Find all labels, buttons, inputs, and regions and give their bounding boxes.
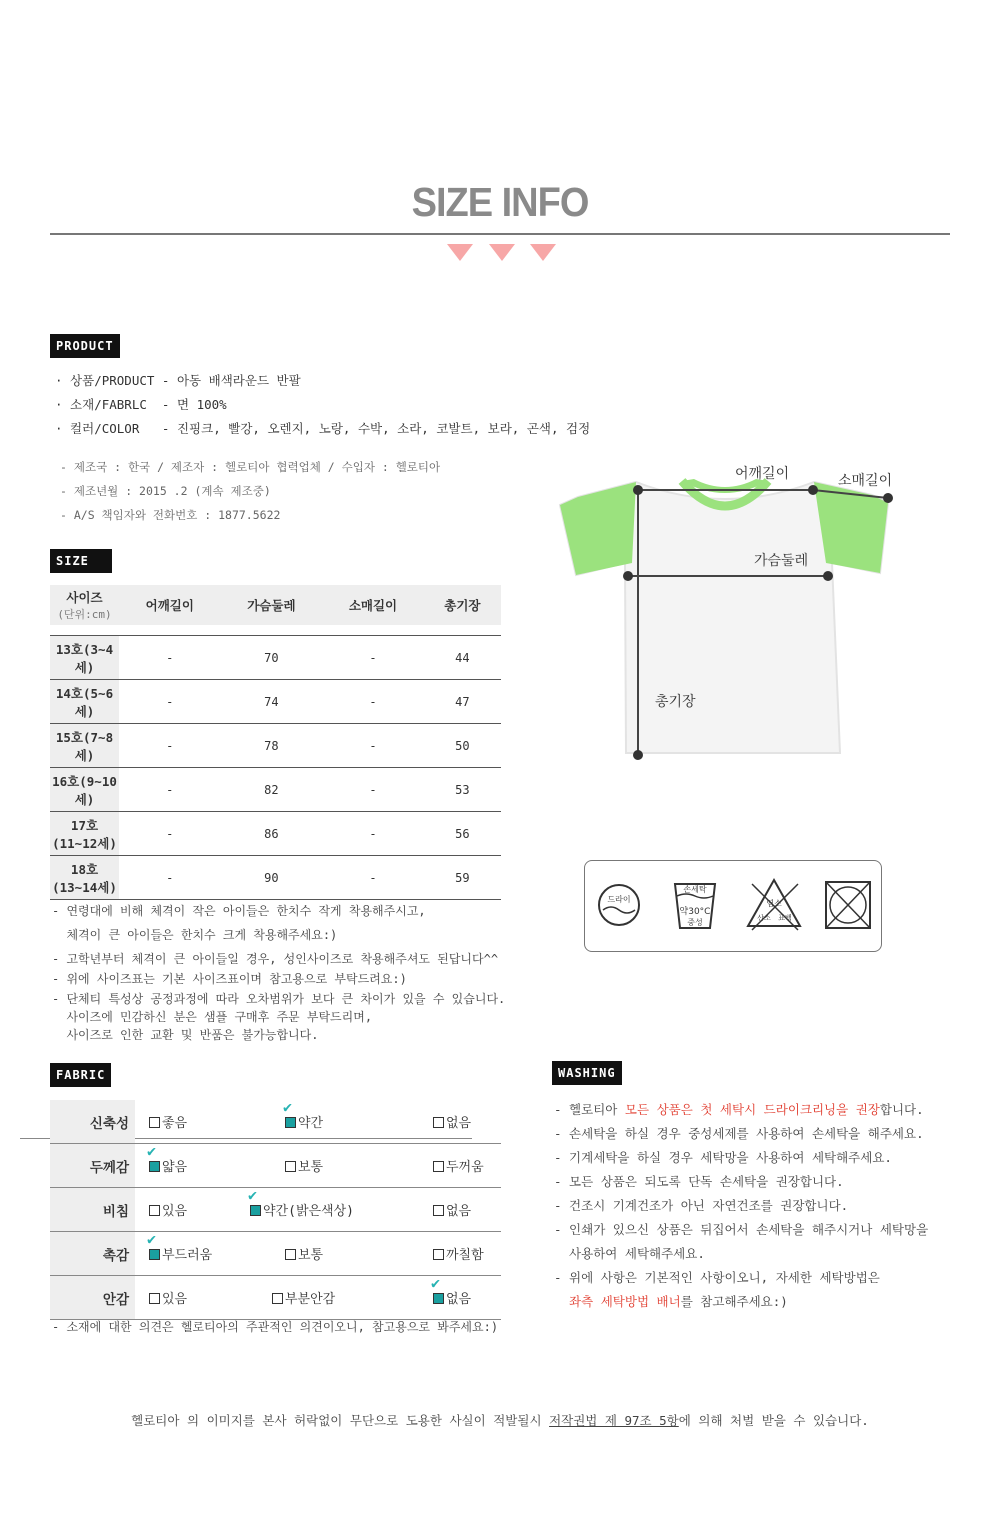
fabric-row: 두께감 ✔ 얇음 보통 두꺼움 [50,1144,501,1188]
washing-line: - 기계세탁을 하실 경우 세탁망을 사용하여 세탁해주세요. [554,1150,892,1165]
fabric-row: 촉감 ✔ 부드러움 보통 까칠함 [50,1232,501,1276]
washing-badge: WASHING [552,1061,622,1085]
checkbox [433,1117,444,1128]
no-bleach-icon [748,880,800,930]
tshirt-diagram [550,455,910,775]
fabric-row: 안감 있음 부분안감 ✔ 없음 [50,1276,501,1320]
fabric-note: - 소재에 대한 의견은 헬로티아의 주관적인 의견이오니, 참고용으로 봐주세요:) [52,1320,499,1334]
fabric-row: 신축성 좋음 ✔ 약간 없음 [50,1100,501,1144]
label-length: 총기장 [655,694,696,710]
sleeve-col-header: 소매길이 [322,585,424,625]
wash-icons [592,872,872,938]
fabric-badge: FABRIC [50,1063,111,1087]
measure-point [883,493,893,503]
size-note: 체격이 큰 아이들은 한치수 크게 착용해주세요:) [52,928,338,942]
size-note: - 고학년부터 체격이 큰 아이들일 경우, 성인사이즈로 착용해주셔도 된답니다^^ [52,952,499,966]
checkbox [149,1117,160,1128]
size-note: - 연령대에 비해 체격이 작은 아이들은 한치수 작게 착용해주시고, [52,904,426,918]
washing-line: - 건조시 기계건조가 아닌 자연건조를 권장합니다. [554,1198,849,1213]
product-info: - 제조국 : 한국 / 제조자 : 헬로티아 협력업체 / 수입자 : 헬로티아 [60,460,441,474]
checkbox [285,1249,296,1260]
fabric-option: 좋음 [149,1112,187,1131]
check-icon: ✔ [248,1186,258,1204]
checkbox [272,1293,283,1304]
fabric-option: ✔ 약간(밝은색상) [248,1186,355,1219]
measure-point [808,485,818,495]
check-icon: ✔ [283,1098,293,1116]
fabric-option: 없음 [433,1200,471,1219]
size-note: - 위에 사이즈표는 기본 사이즈표이며 참고용으로 부탁드려요:) [52,972,407,986]
checkbox [285,1117,296,1128]
washing-line: 사용하여 세탁해주세요. [554,1246,705,1261]
size-badge: SIZE [50,549,112,573]
table-row: 13호(3~4세) - 70 - 44 [50,636,501,680]
washing-line: - 손세탁을 하실 경우 중성세제를 사용하여 손세탁을 해주세요. [554,1126,924,1141]
checkbox [149,1293,160,1304]
triangle-icon [489,244,515,261]
chest-col-header: 가슴둘레 [221,585,323,625]
washing-line: - 모든 상품은 되도록 단독 손세탁을 권장합니다. [554,1174,844,1189]
fabric-option: ✔ 부드러움 [147,1230,213,1263]
table-row: 16호(9~10세) - 82 - 53 [50,768,501,812]
dry-clean-icon [599,885,639,925]
length-col-header: 총기장 [424,585,501,625]
table-row: 14호(5~6세) - 74 - 47 [50,680,501,724]
checkbox [250,1205,261,1216]
checkbox [433,1205,444,1216]
fabric-option: 두꺼움 [433,1156,484,1175]
svg-text:중성: 중성 [687,918,703,927]
checkbox [149,1205,160,1216]
product-info: - 제조년월 : 2015 .2 (계속 제조중) [60,484,271,498]
checkbox [285,1161,296,1172]
product-line: · 소재/FABRLC - 면 100% [55,397,227,412]
svg-text:산소: 산소 [757,914,771,922]
size-table-header [50,585,501,625]
check-icon: ✔ [147,1230,157,1248]
label-sleeve: 소매길이 [838,473,893,489]
page-title: SIZE INFO [411,180,589,226]
fabric-option: ✔ 얇음 [147,1142,188,1175]
washing-line: - 위에 사항은 기본적인 사항이오니, 자세한 세탁방법은 [554,1270,880,1285]
svg-text:염소: 염소 [766,899,782,908]
washing-line: 좌측 세탁방법 배너를 참고해주세요:) [554,1294,788,1309]
measure-point [823,571,833,581]
checkbox [433,1161,444,1172]
measure-point [633,750,643,760]
left-sleeve [560,482,636,575]
product-line: · 컬러/COLOR - 진핑크, 빨강, 오렌지, 노랑, 수박, 소라, 코발트, 보라, 곤색, 검정 [55,421,591,436]
product-line: · 상품/PRODUCT - 아동 배색라운드 반팔 [55,373,301,388]
shoulder-col-header: 어깨길이 [119,585,221,625]
fabric-option: 까칠함 [433,1244,484,1263]
table-row: 15호(7~8세) - 78 - 50 [50,724,501,768]
size-note: 사이즈로 인한 교환 및 반품은 불가능합니다. [52,1028,319,1042]
svg-text:손세탁: 손세탁 [683,885,707,894]
triangle-icon [530,244,556,261]
size-note: - 단체티 특성상 공정과정에 따라 오차범위가 보다 큰 차이가 있을 수 있습니다. [52,992,506,1006]
svg-text:표백: 표백 [778,914,792,922]
fabric-option: ✔ 약간 [283,1098,324,1131]
measure-point [633,485,643,495]
size-note: 사이즈에 민감하신 분은 샘플 구매후 주문 부탁드리며, [52,1010,373,1024]
size-table [50,585,501,900]
label-shoulder: 어깨길이 [735,466,790,482]
fabric-option: 없음 [433,1112,471,1131]
measure-point [623,571,633,581]
size-col-header: 사이즈 [66,590,103,605]
washing-line: - 헬로티아 모든 상품은 첫 세탁시 드라이크리닝을 권장합니다. [554,1102,924,1117]
fabric-option: 있음 [149,1200,187,1219]
table-row: 17호(11~12세) - 86 - 56 [50,812,501,856]
fabric-option: 보통 [285,1156,323,1175]
washing-line: - 인쇄가 있으신 상품은 뒤집어서 손세탁을 해주시거나 세탁망을 [554,1222,929,1237]
title-divider [50,233,950,235]
check-icon: ✔ [147,1142,157,1160]
fabric-option: ✔ 없음 [431,1274,472,1307]
checkbox [433,1249,444,1260]
product-badge: PRODUCT [50,334,120,358]
fabric-row: 비침 있음 ✔ 약간(밝은색상) 없음 [50,1188,501,1232]
hand-wash-icon [675,884,715,928]
check-icon: ✔ [431,1274,441,1292]
svg-text:드라이: 드라이 [607,895,631,904]
table-row: 18호(13~14세) - 90 - 59 [50,856,501,900]
triangle-icon [447,244,473,261]
no-tumble-dry-icon [826,882,870,928]
label-chest: 가슴둘레 [754,553,809,569]
checkbox [149,1249,160,1260]
fabric-table [50,1100,501,1320]
fabric-option: 보통 [285,1244,323,1263]
checkbox [433,1293,444,1304]
unit-label: (단위:cm) [57,608,112,621]
svg-text:약30°C: 약30°C [679,907,711,917]
checkbox [149,1161,160,1172]
product-info: - A/S 책임자와 전화번호 : 1877.5622 [60,508,281,522]
copyright-notice: 헬로티아 의 이미지를 본사 허락없이 무단으로 도용한 사실이 적발될시 저작권법 제 97조 5항에 의해 처벌 받을 수 있습니다. [131,1413,869,1428]
fabric-option: 부분안감 [272,1288,335,1307]
fabric-option: 있음 [149,1288,187,1307]
law-reference: 저작권법 제 97조 5항 [549,1413,679,1428]
